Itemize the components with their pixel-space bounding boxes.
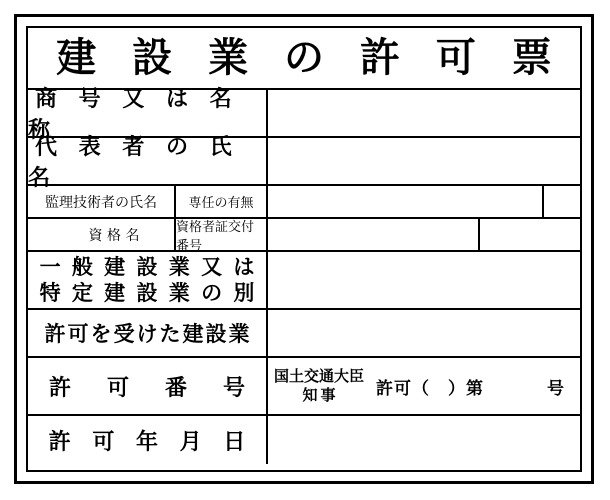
business-type-label-line2: 特 定 建 設 業 の 別 [39, 280, 257, 305]
qualification-cert-label: 資格者証交付番号 [176, 219, 268, 250]
engineer-name-value[interactable] [268, 186, 544, 217]
engineer-fulltime-value[interactable] [544, 186, 580, 217]
permit-date-label: 許 可 年 月 日 [28, 416, 268, 464]
business-type-value[interactable] [268, 252, 580, 308]
sign-inner-frame [26, 26, 582, 472]
permitted-business-label: 許可を受けた建設業 [28, 310, 268, 356]
permit-authority-line2: 知事 [302, 386, 339, 404]
permit-number-label: 許 可 番 号 [28, 358, 268, 414]
representative-value[interactable] [268, 138, 580, 184]
permit-number-prefix: 許可（ ）第 [376, 378, 485, 399]
page-title: 建 設 業 の 許 可 票 [56, 34, 563, 81]
engineer-value-area [268, 186, 580, 217]
permit-number-row [28, 358, 580, 416]
permit-authority [274, 367, 364, 405]
qualification-value-area [268, 219, 580, 250]
engineer-fulltime-label: 専任の有無 [176, 186, 268, 217]
permit-date-value[interactable] [268, 416, 580, 464]
representative-row [28, 134, 580, 191]
trade-name-value[interactable] [268, 90, 580, 136]
business-type-label [28, 252, 268, 308]
permitted-business-value[interactable] [268, 310, 580, 356]
permit-number-value-area[interactable] [268, 358, 580, 414]
business-type-row [28, 252, 580, 310]
qualification-label: 資 格 名 [28, 219, 176, 250]
construction-permit-sign [14, 14, 594, 484]
engineer-name-row [28, 186, 580, 219]
business-type-label-line1: 一 般 建 設 業 又 は [39, 254, 257, 280]
engineer-name-label: 監理技術者の氏名 [28, 186, 176, 217]
trade-name-label: 商 号 又 は 名 称 [28, 90, 268, 136]
title-row [28, 28, 580, 90]
permit-number-suffix: 号 [547, 378, 564, 399]
qualification-value[interactable] [480, 219, 580, 250]
qualification-cert-value[interactable] [268, 219, 480, 250]
qualification-row [28, 219, 580, 252]
permit-date-row [28, 416, 580, 464]
permitted-business-row [28, 310, 580, 358]
representative-label: 代 表 者 の 氏 名 [28, 138, 268, 184]
permit-authority-line1: 国土交通大臣 [274, 367, 365, 386]
